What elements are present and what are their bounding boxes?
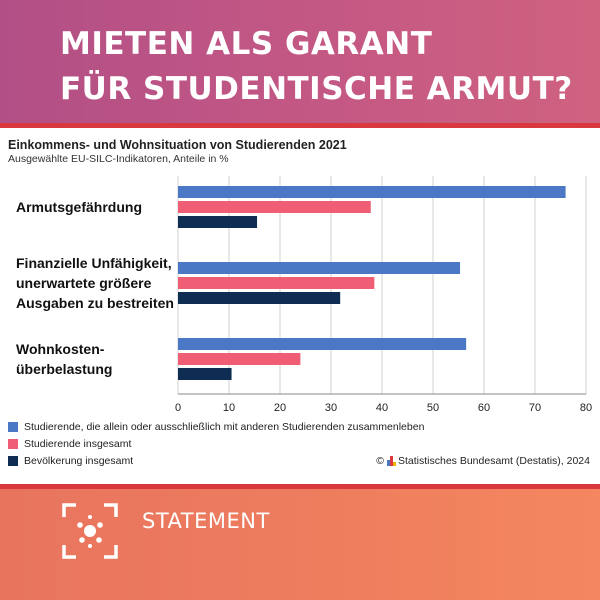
bar-series-3-category-2	[178, 292, 340, 304]
headline	[60, 22, 573, 112]
legend-label-2: Studierende insgesamt	[24, 438, 132, 450]
legend-swatch-3	[8, 456, 18, 466]
bar-series-1-category-3	[178, 338, 466, 350]
x-tick-label-4: 40	[375, 402, 389, 414]
statement-label: STATEMENT	[142, 509, 270, 533]
statement-icon	[62, 503, 118, 559]
footer-banner	[0, 489, 600, 600]
x-tick-label-0: 0	[174, 402, 182, 414]
bar-series-3-category-1	[178, 216, 257, 228]
header-banner	[0, 0, 600, 123]
x-tick-label-8: 80	[579, 402, 593, 414]
chart-subtitle: Ausgewählte EU-SILC-Indikatoren, Anteile in %	[8, 153, 229, 165]
bar-series-1-category-1	[178, 186, 566, 198]
chart-panel	[0, 128, 600, 485]
bar-series-1-category-2	[178, 262, 460, 274]
chart-title: Einkommens- und Wohnsituation von Studierenden 2021	[8, 138, 347, 152]
copyright-symbol: ©	[376, 455, 384, 467]
x-tick-label-7: 70	[528, 402, 542, 414]
headline-line-2: FÜR STUDENTISCHE ARMUT?	[60, 71, 573, 107]
legend-item-3	[8, 455, 133, 467]
category-label-line: Ausgaben zu bestreiten	[16, 295, 174, 311]
destatis-logo-icon	[387, 456, 395, 466]
category-label-line: Wohnkosten-	[16, 341, 105, 357]
legend-item-2	[8, 438, 131, 450]
bar-series-3-category-3	[178, 368, 232, 380]
bar-series-2-category-3	[178, 353, 300, 365]
legend-swatch-2	[8, 439, 18, 449]
headline-line-1: MIETEN ALS GARANT	[60, 26, 433, 62]
category-label-line: Finanzielle Unfähigkeit,	[16, 255, 172, 271]
category-label-line: überbelastung	[16, 361, 113, 377]
x-tick-label-1: 10	[222, 402, 236, 414]
source-text: Statistisches Bundesamt (Destatis), 2024	[397, 455, 590, 467]
bar-series-2-category-2	[178, 277, 374, 289]
legend-label-1: Studierende, die allein oder ausschließlich mit anderen Studierenden zusammenleben	[24, 421, 425, 433]
bar-series-2-category-1	[178, 201, 371, 213]
legend-item-1	[8, 421, 424, 433]
x-tick-label-2: 20	[273, 402, 287, 414]
x-tick-label-5: 50	[426, 402, 440, 414]
x-tick-label-3: 30	[324, 402, 338, 414]
x-tick-label-6: 60	[477, 402, 491, 414]
legend-label-3: Bevölkerung insgesamt	[24, 455, 134, 467]
source-note	[376, 455, 590, 467]
legend-swatch-1	[8, 422, 18, 432]
category-label-line: unerwartete größere	[16, 275, 152, 291]
category-label-line: Armutsgefährdung	[16, 199, 142, 215]
